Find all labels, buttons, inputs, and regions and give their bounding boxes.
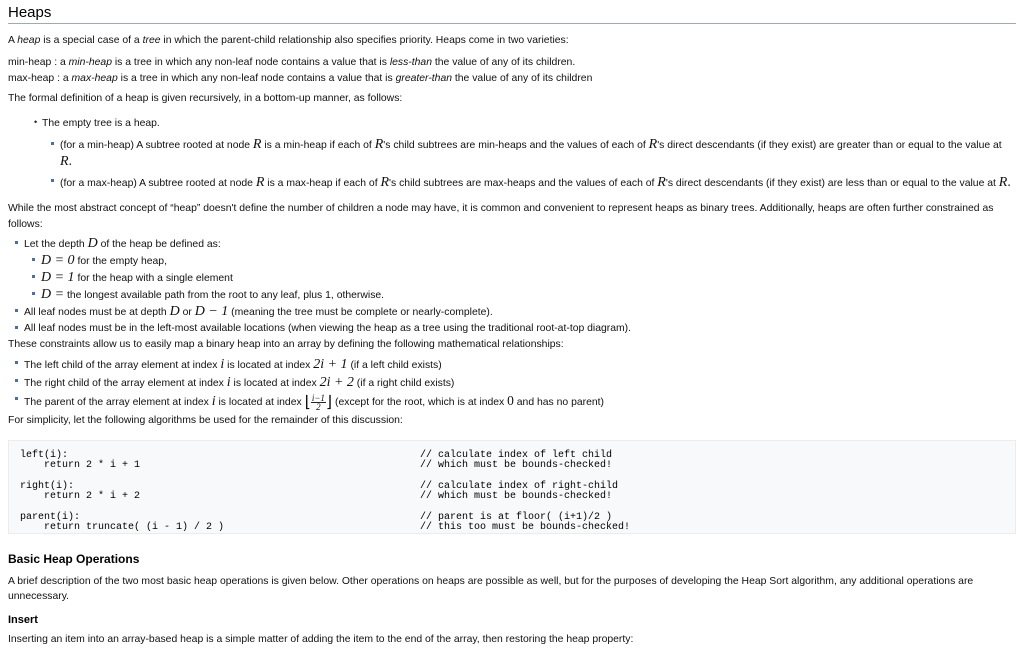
list-item-text: (for a min-heap) A subtree rooted at node <box>60 139 253 151</box>
code-line: parent(i): return truncate( (i - 1) / 2 ) <box>20 512 225 534</box>
list-item-text: Let the depth <box>24 239 88 250</box>
math-expr: D = <box>41 287 65 302</box>
code-comment: // calculate index of left child // which must be bounds-checked! <box>420 450 613 472</box>
fraction-denominator: 2 <box>316 401 321 412</box>
list-item-text: for the heap with a single element <box>74 273 233 284</box>
list-item-text: (if a left child exists) <box>347 360 442 371</box>
def-em: max-heap <box>71 72 118 84</box>
list-item-text: is located at index <box>224 360 314 371</box>
intro-text: is a special case of a <box>40 35 143 46</box>
math-var: R <box>255 174 265 190</box>
list-item <box>24 356 1016 374</box>
list-item-text: the longest available path from the root to any leaf, plus 1, otherwise. <box>64 290 385 301</box>
def-text: the value of any of its children. <box>431 57 576 68</box>
def-text: the value of any of its children <box>452 72 593 84</box>
list-item <box>60 137 1016 171</box>
math-expr: 2i + 1 <box>313 357 348 372</box>
floor-right-bracket: ⌋ <box>325 393 333 411</box>
def-label: max-heap : a <box>8 72 72 84</box>
basic-ops-paragraph: A brief description of the two most basic heap operations is given below. Other operations on heaps are possible as well, but for the purposes of developing the Heap Sort algorithm, any additional operations are unnecessary. <box>8 576 974 602</box>
math-var: R <box>998 174 1008 190</box>
math-expr: D = 0 <box>41 253 75 268</box>
math-expr: 0 <box>507 393 514 408</box>
code-left-column <box>20 451 224 544</box>
def-text: is a tree in which any non-leaf node contains a value that is <box>117 72 396 84</box>
fraction <box>311 394 326 411</box>
list-item-text: 's direct descendants (if they exist) are greater than or equal to the value at <box>657 139 1002 151</box>
list-item <box>41 253 1016 270</box>
insert-paragraph: Inserting an item into an array-based heap is a simple matter of adding the item to the end of the array, then restoring the heap property: <box>8 634 634 645</box>
list-item-text: (for a max-heap) A subtree rooted at node <box>60 177 256 189</box>
list-item <box>42 116 1016 132</box>
intro-em-heap: heap <box>17 35 41 46</box>
list-item-text: The left child of the array element at index <box>24 360 221 371</box>
code-comment-column <box>420 451 630 544</box>
math-var: i <box>226 375 231 390</box>
list-item-text: is a min-heap if each of <box>261 139 375 151</box>
intro-text: in which the parent-child relationship also specifies priority. Heaps come in two varieties: <box>160 35 569 46</box>
list-item-text: (meaning the tree must be complete or nearly-complete). <box>228 307 493 318</box>
section-heading-insert: Insert <box>8 614 38 626</box>
math-var: R <box>374 136 384 152</box>
math-var: i <box>220 357 225 372</box>
list-item-text: (if a right child exists) <box>353 378 455 389</box>
formal-intro: The formal definition of a heap is given recursively, in a bottom-up manner, as follows: <box>8 93 403 104</box>
list-item-text: or <box>179 307 195 318</box>
list-item-text: The right child of the array element at index <box>24 378 227 389</box>
math-punct: . <box>68 153 72 168</box>
code-block <box>8 440 1016 534</box>
floor-left-bracket: ⌊ <box>304 393 311 411</box>
def-label: min-heap : a <box>8 57 69 68</box>
list-item <box>24 321 1016 337</box>
code-comment: // parent is at floor( (i+1)/2 ) // this too must be bounds-checked! <box>420 512 631 534</box>
intro-paragraph <box>8 35 1016 46</box>
list-item-text: of the heap be defined as: <box>97 239 221 250</box>
list-item <box>24 304 1016 321</box>
math-var: D <box>87 236 98 251</box>
code-line: right(i): return 2 * i + 2 <box>20 481 141 503</box>
list-item <box>60 174 1016 192</box>
def-em: less-than <box>389 57 432 68</box>
index-relations-list <box>24 356 1016 411</box>
list-item <box>24 392 1016 411</box>
list-item-text: 's child subtrees are max-heaps and the values of each of <box>389 177 658 189</box>
list-item-text: All leaf nodes must be at depth <box>24 307 170 318</box>
list-item-text: 's direct descendants (if they exist) are less than or equal to the value at <box>665 177 999 189</box>
simplicity-paragraph: For simplicity, let the following algorithms be used for the remainder of this discussion: <box>8 415 403 426</box>
math-var: R <box>657 174 666 190</box>
math-var: D <box>169 304 180 319</box>
math-var: R <box>380 174 390 190</box>
math-expr: 2i + 2 <box>319 375 354 390</box>
list-item-text: and has no parent) <box>513 397 605 408</box>
fraction-numerator: i−1 <box>311 392 325 403</box>
math-var: i <box>211 394 216 409</box>
list-item <box>41 287 1016 304</box>
def-text: is a tree in which any non-leaf node contains a value that is <box>111 57 390 68</box>
def-em: greater-than <box>395 72 452 84</box>
min-heap-definition <box>8 55 1016 71</box>
list-item <box>24 374 1016 392</box>
code-comment: // calculate index of right-child // which must be bounds-checked! <box>420 481 619 503</box>
code-line: left(i): return 2 * i + 1 <box>20 450 141 472</box>
list-item-text: The parent of the array element at index <box>24 397 212 408</box>
math-var: R <box>252 136 262 152</box>
math-expr: D − 1 <box>194 304 229 319</box>
list-item-text: (except for the root, which is at index <box>332 397 508 408</box>
heap-definitions <box>8 55 1016 86</box>
list-item-text: 's child subtrees are min-heaps and the values of each of <box>383 139 649 151</box>
list-item-text: for the empty heap, <box>74 256 167 267</box>
section-heading-basic-ops: Basic Heap Operations <box>8 552 140 566</box>
list-item-text: The empty tree is a heap. <box>42 118 160 129</box>
list-item <box>24 236 1016 253</box>
max-heap-definition <box>8 71 1016 87</box>
list-item-text: is located at index <box>215 397 305 408</box>
constraints-list <box>24 236 1016 337</box>
intro-text: A <box>8 35 18 46</box>
list-item-text: All leaf nodes must be in the left-most available locations (when viewing the heap as a tree using the traditional root-at-top diagram). <box>24 323 632 334</box>
math-punct: . <box>1007 173 1011 189</box>
math-var: R <box>60 154 69 169</box>
math-expr: D = 1 <box>41 270 75 285</box>
math-var: R <box>648 136 658 152</box>
def-em: min-heap <box>68 57 112 68</box>
mapping-paragraph: These constraints allow us to easily map a binary heap into an array by defining the following mathematical relationships: <box>8 339 564 350</box>
page-title: Heaps <box>8 3 1016 24</box>
list-item-text: is located at index <box>230 378 320 389</box>
list-item-text: is a max-heap if each of <box>264 177 381 189</box>
list-item <box>41 270 1016 287</box>
recursive-definition-list <box>42 116 1016 191</box>
intro-em-tree: tree <box>142 35 161 46</box>
abstract-paragraph: While the most abstract concept of “heap” doesn't define the number of children a node may have, it is common and convenient to represent heaps as binary trees. Additionally, heaps are often further constrained as follows: <box>8 203 994 230</box>
